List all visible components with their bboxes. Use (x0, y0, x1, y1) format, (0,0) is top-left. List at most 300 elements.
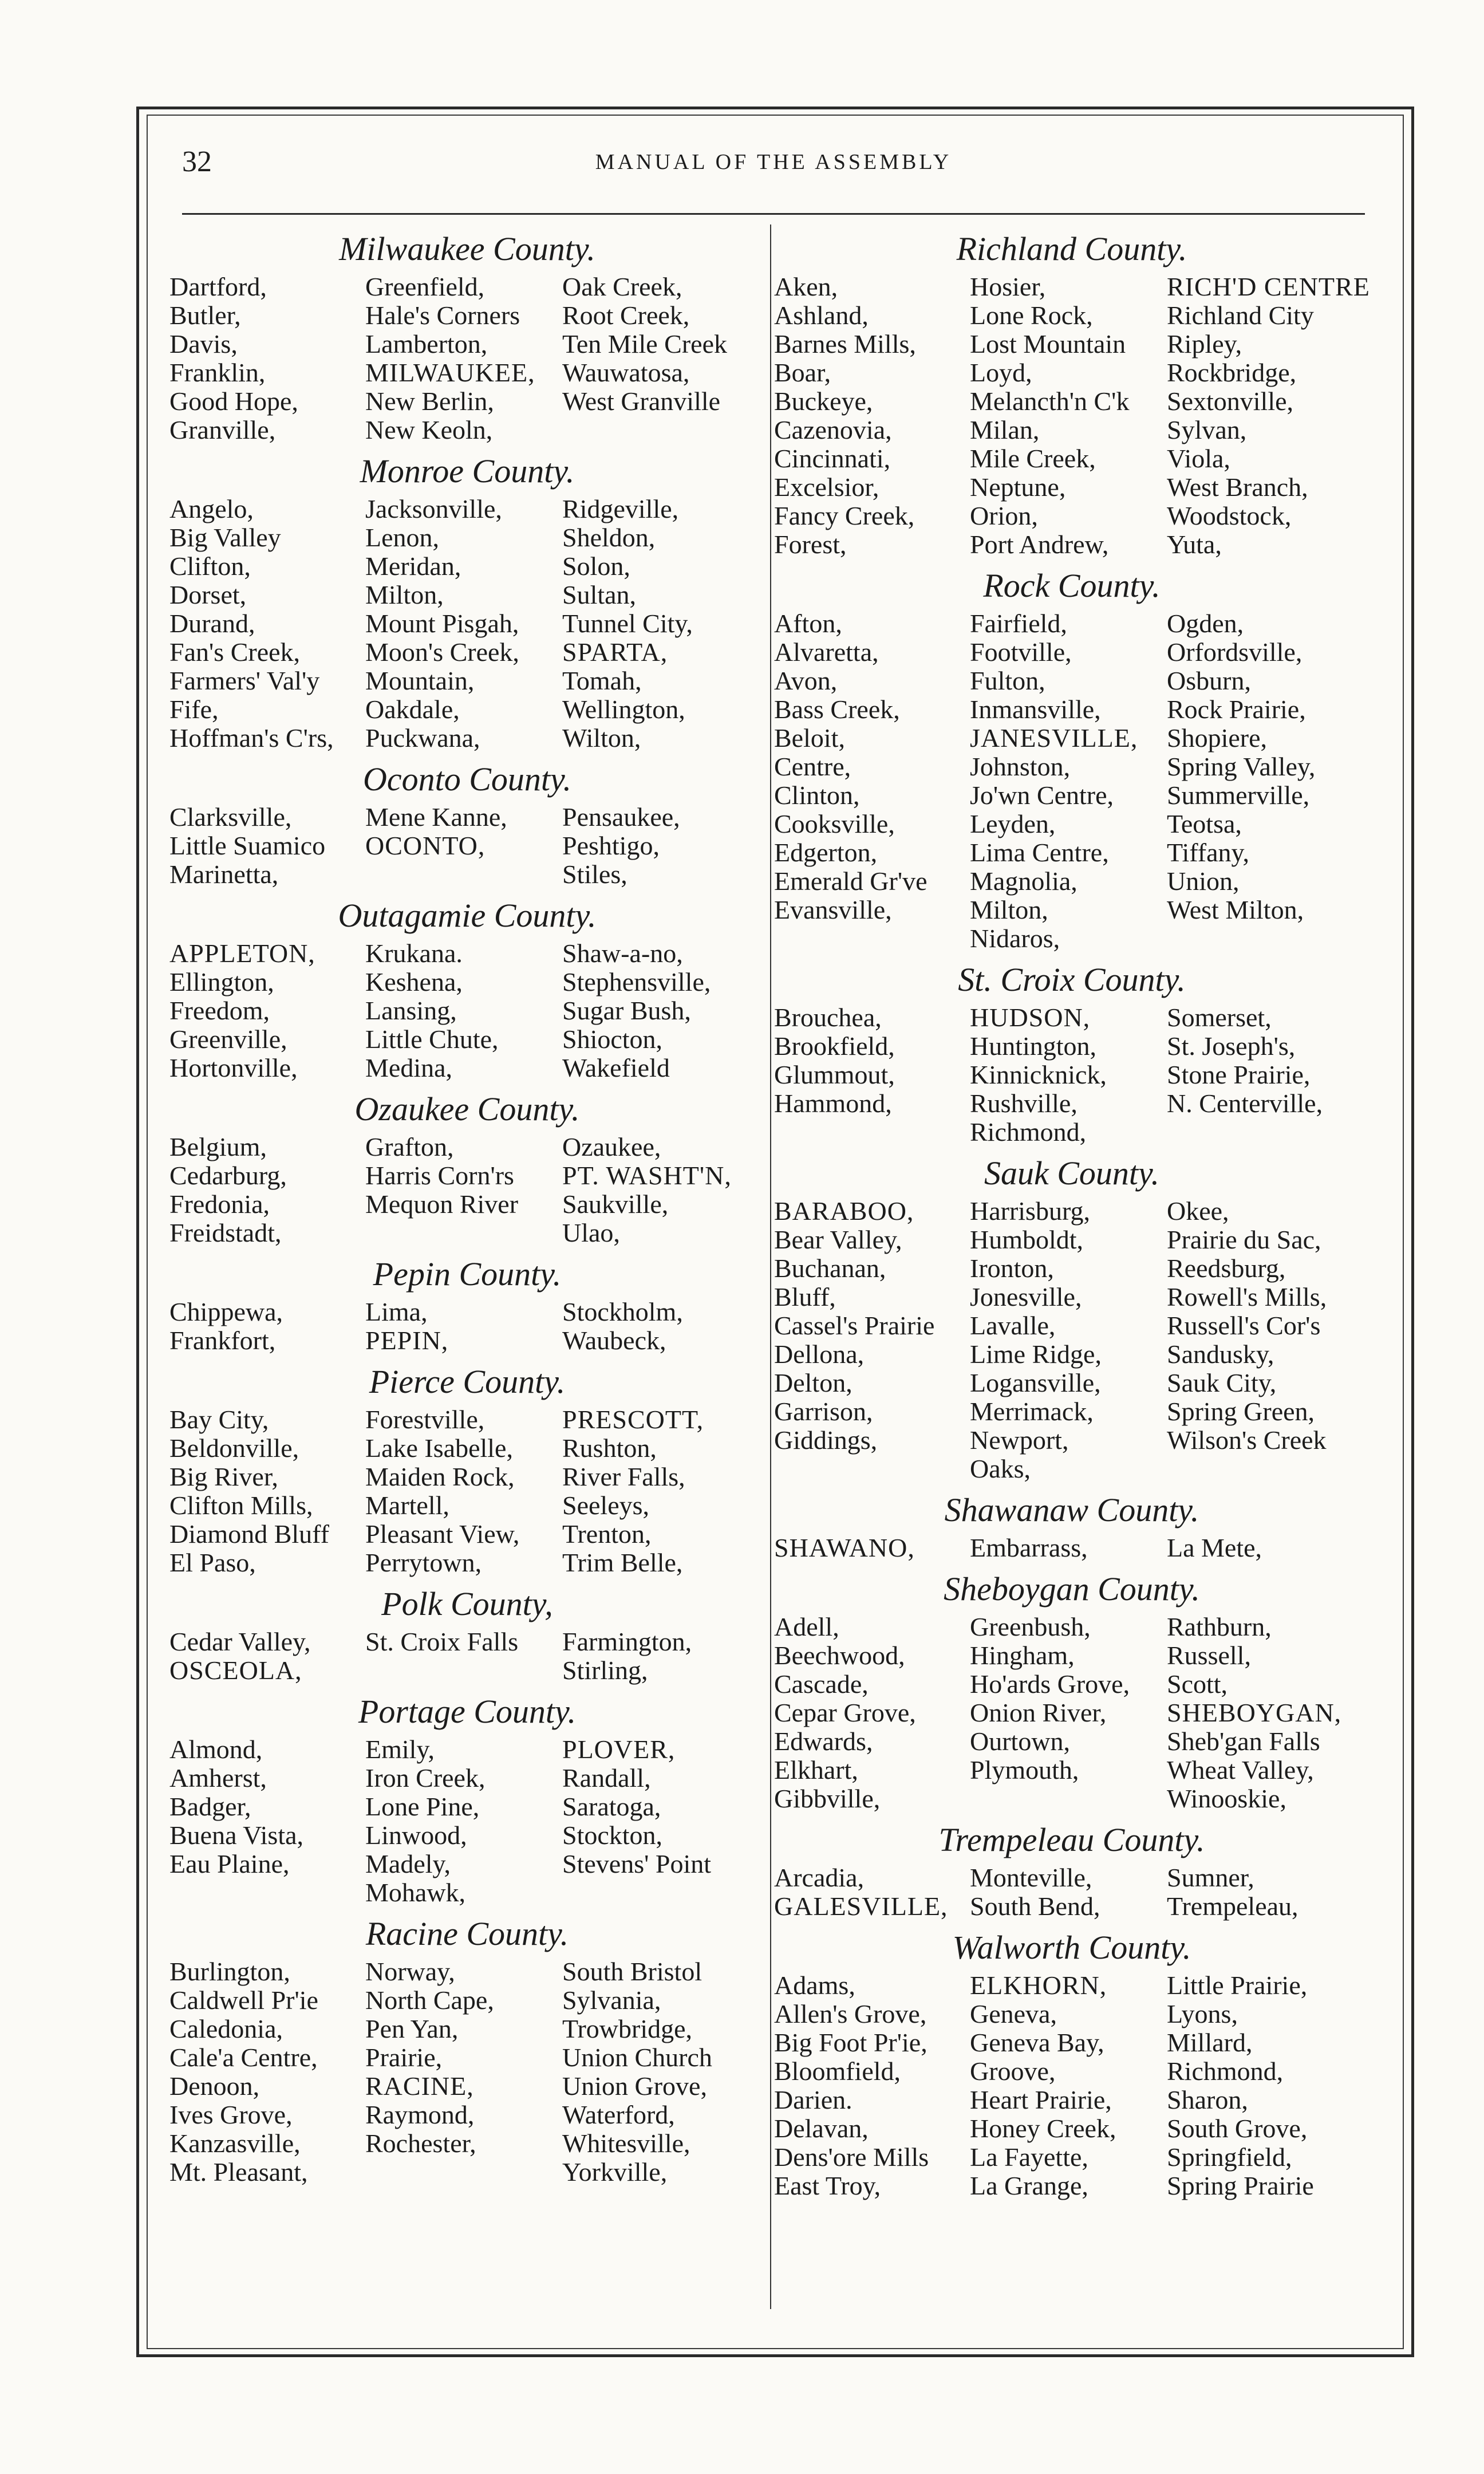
town-name: Buena Vista, (169, 1821, 304, 1850)
county-name: Milwaukee County. (339, 230, 595, 267)
county-name: Polk County, (381, 1585, 553, 1622)
town-name: ELKHORN, (970, 1971, 1107, 2000)
town-name: Hortonville, (169, 1053, 298, 1082)
town-name: Cedar Valley, (169, 1627, 311, 1656)
town-name: Maiden Rock, (365, 1462, 515, 1491)
county-name: Portage County. (358, 1693, 577, 1730)
town-name: Caledonia, (169, 2014, 283, 2043)
town-name: Rowell's Mills, (1167, 1282, 1327, 1311)
town-name: South Grove, (1167, 2114, 1308, 2143)
town-name: SHEBOYGAN, (1167, 1698, 1342, 1727)
town-name: Pleasant View, (365, 1519, 520, 1549)
town-name: Iron Creek, (365, 1763, 486, 1793)
town-list (169, 1133, 765, 1247)
town-name: Harrisburg, (970, 1196, 1090, 1226)
town-name: Somerset, (1167, 1003, 1272, 1032)
town-name: Greenville, (169, 1025, 287, 1054)
town-name: Spring Prairie (1167, 2171, 1314, 2200)
town-name: MILWAUKEE, (365, 358, 535, 387)
town-list (774, 1864, 1369, 1921)
town-name: Milton, (970, 895, 1048, 924)
town-name: Badger, (169, 1792, 251, 1821)
town-name: Puckwana, (365, 723, 480, 753)
town-name: Davis, (169, 329, 238, 359)
town-name: Kinnicknick, (970, 1060, 1107, 1089)
town-name: Lenon, (365, 523, 440, 552)
town-name: Kanzasville, (169, 2129, 301, 2158)
town-name: Edwards, (774, 1727, 873, 1756)
town-name: Winooskie, (1167, 1784, 1286, 1813)
town-list (774, 1971, 1369, 2200)
county-block (169, 897, 765, 1082)
town-name: Dorset, (169, 580, 247, 609)
town-name: Lima, (365, 1297, 428, 1326)
town-name: Embarrass, (970, 1533, 1088, 1562)
town-name: Martell, (365, 1491, 449, 1520)
town-name: St. Croix Falls (365, 1627, 519, 1656)
town-name: Rochester, (365, 2129, 476, 2158)
town-name: West Granville (562, 387, 721, 416)
town-name: Farmington, (562, 1627, 692, 1656)
county-block (774, 1821, 1369, 1921)
town-name: Sharon, (1167, 2085, 1248, 2114)
town-name: New Keoln, (365, 415, 493, 444)
town-name: Hoffman's C'rs, (169, 723, 334, 753)
town-name: Millard, (1167, 2028, 1253, 2057)
town-name: OSCEOLA, (169, 1656, 302, 1685)
town-name: New Berlin, (365, 387, 494, 416)
town-name: Big Foot Pr'ie, (774, 2028, 928, 2057)
county-name: Pierce County. (369, 1363, 566, 1400)
town-name: Mohawk, (365, 1878, 466, 1907)
town-name: Wellington, (562, 695, 685, 724)
town-name: Mequon River (365, 1189, 519, 1219)
town-list (169, 1298, 765, 1355)
town-name: Afton, (774, 609, 842, 638)
town-name: Saratoga, (562, 1792, 661, 1821)
town-name: HUDSON, (970, 1003, 1091, 1032)
town-name: Trempeleau, (1167, 1892, 1298, 1921)
town-list (774, 1613, 1369, 1813)
town-list (169, 1405, 765, 1577)
town-name: Logansville, (970, 1368, 1101, 1397)
town-name: Hosier, (970, 272, 1046, 301)
town-name: West Milton, (1167, 895, 1304, 924)
town-name: Forest, (774, 530, 847, 559)
town-name: Spring Green, (1167, 1397, 1315, 1426)
town-name: Clifton, (169, 551, 251, 581)
town-name: Marinetta, (169, 860, 279, 889)
town-name: Franklin, (169, 358, 266, 387)
town-name: Reedsburg, (1167, 1254, 1286, 1283)
town-name: Merrimack, (970, 1397, 1094, 1426)
town-name: Burlington, (169, 1957, 290, 1986)
town-name: Heart Prairie, (970, 2085, 1112, 2114)
town-name: Viola, (1167, 444, 1230, 473)
town-name: Grafton, (365, 1132, 454, 1161)
town-name: Pen Yan, (365, 2014, 459, 2043)
town-name: Fulton, (970, 666, 1045, 695)
town-name: Randall, (562, 1763, 651, 1793)
town-name: Aken, (774, 272, 838, 301)
town-name: Waubeck, (562, 1326, 666, 1355)
town-name: PT. WASHT'N, (562, 1161, 732, 1190)
town-name: West Branch, (1167, 472, 1308, 502)
town-name: Shiocton, (562, 1025, 663, 1054)
town-name: Wilson's Creek (1167, 1425, 1327, 1455)
town-name: Prairie, (365, 2043, 443, 2072)
town-name: Ogden, (1167, 609, 1244, 638)
town-name: Caldwell Pr'ie (169, 1985, 318, 2015)
town-name: Keshena, (365, 967, 463, 996)
town-name: Stevens' Point (562, 1849, 712, 1878)
town-name: Saukville, (562, 1189, 669, 1219)
town-name: Tiffany, (1167, 838, 1249, 867)
town-name: Rathburn, (1167, 1612, 1272, 1641)
town-name: Fancy Creek, (774, 501, 915, 530)
town-name: Sheb'gan Falls (1167, 1727, 1320, 1756)
town-name: Footville, (970, 637, 1072, 667)
town-name: Sauk City, (1167, 1368, 1277, 1397)
town-name: Krukana. (365, 939, 463, 968)
town-name: Ho'ards Grove, (970, 1669, 1130, 1699)
town-name: Butler, (169, 301, 241, 330)
town-name: Denoon, (169, 2071, 260, 2101)
town-name (365, 2158, 562, 2187)
town-name: Mile Creek, (970, 444, 1096, 473)
town-name: Sextonville, (1167, 387, 1294, 416)
town-name: Buchanan, (774, 1254, 886, 1283)
town-name: Mount Pisgah, (365, 609, 519, 638)
town-name: Geneva, (970, 1999, 1057, 2028)
town-name: Geneva Bay, (970, 2028, 1104, 2057)
town-name: Trim Belle, (562, 1548, 683, 1577)
town-name: Waterford, (562, 2100, 675, 2129)
town-name: Perrytown, (365, 1548, 482, 1577)
town-name: Rockbridge, (1167, 358, 1297, 387)
town-name: Tomah, (562, 666, 642, 695)
town-name: Orion, (970, 501, 1038, 530)
town-name: Buckeye, (774, 387, 873, 416)
county-block (169, 1693, 765, 1907)
town-name: Inmansville, (970, 695, 1101, 724)
town-name: Evansville, (774, 895, 892, 924)
town-name: Ripley, (1167, 329, 1242, 359)
town-name: Sumner, (1167, 1863, 1254, 1892)
town-name: Woodstock, (1167, 501, 1292, 530)
town-name: Barnes Mills, (774, 329, 916, 359)
town-name: Loyd, (970, 358, 1032, 387)
town-name: Cepar Grove, (774, 1698, 916, 1727)
town-name: Richland City (1167, 301, 1314, 330)
town-name: Centre, (774, 752, 851, 781)
town-name: Okee, (1167, 1196, 1229, 1226)
town-list (774, 1003, 1369, 1147)
town-name (169, 1878, 365, 1907)
town-name: Lyons, (1167, 1999, 1238, 2028)
town-name: Big Valley (169, 523, 281, 552)
county-block (169, 761, 765, 889)
town-name: Sheldon, (562, 523, 656, 552)
town-name: Oaks, (970, 1454, 1031, 1483)
town-name: Edgerton, (774, 838, 878, 867)
town-name: Shaw-a-no, (562, 939, 683, 968)
town-name: La Grange, (970, 2171, 1088, 2200)
town-name: PLOVER, (562, 1735, 676, 1764)
town-name: Bass Creek, (774, 695, 900, 724)
county-name: Walworth County. (952, 1929, 1191, 1966)
town-name: Teotsa, (1167, 809, 1242, 838)
town-name: Boar, (774, 358, 831, 387)
town-name: Hingham, (970, 1641, 1075, 1670)
town-list (169, 495, 765, 753)
town-name: Cedarburg, (169, 1161, 287, 1190)
town-name: Amherst, (169, 1763, 267, 1793)
town-name: Darien. (774, 2085, 852, 2114)
header-rule (182, 213, 1365, 215)
town-name: Stirling, (562, 1656, 648, 1685)
county-block (774, 1570, 1369, 1813)
town-name: Onion River, (970, 1698, 1107, 1727)
town-name: Hammond, (774, 1089, 892, 1118)
town-name: Fredonia, (169, 1189, 270, 1219)
town-name: South Bristol (562, 1957, 702, 1986)
town-name: Root Creek, (562, 301, 690, 330)
page-number: 32 (182, 145, 212, 178)
town-name: Almond, (169, 1735, 263, 1764)
town-name: Chippewa, (169, 1297, 283, 1326)
town-name: Brookfield, (774, 1031, 895, 1061)
town-name: Orfordsville, (1167, 637, 1303, 667)
town-list (169, 939, 765, 1082)
town-name: Lake Isabelle, (365, 1433, 513, 1463)
town-name: Freedom, (169, 996, 270, 1025)
town-name: Norway, (365, 1957, 455, 1986)
town-name (1167, 1455, 1369, 1483)
town-name: Belgium, (169, 1132, 267, 1161)
town-name: Nidaros, (970, 924, 1060, 953)
town-name: Port Andrew, (970, 530, 1109, 559)
page-header (182, 136, 1365, 188)
town-list (774, 1534, 1369, 1562)
town-name: SPARTA, (562, 637, 668, 667)
town-name: Huntington, (970, 1031, 1097, 1061)
town-name: Sylvania, (562, 1985, 661, 2015)
town-name: Summerville, (1167, 781, 1310, 810)
town-name: Cale'a Centre, (169, 2043, 318, 2072)
town-name: Granville, (169, 415, 276, 444)
town-name: St. Joseph's, (1167, 1031, 1296, 1061)
town-list (774, 273, 1369, 559)
town-name: Trowbridge, (562, 2014, 693, 2043)
town-name: Peshtigo, (562, 831, 660, 860)
town-name: Bear Valley, (774, 1225, 902, 1254)
town-name: Jo'wn Centre, (970, 781, 1114, 810)
town-name: Yuta, (1167, 530, 1222, 559)
town-name: Russell, (1167, 1641, 1251, 1670)
town-name: Good Hope, (169, 387, 298, 416)
town-name (562, 1878, 765, 1907)
town-name: Medina, (365, 1053, 453, 1082)
town-name: Forestville, (365, 1405, 485, 1434)
town-name: Greenfield, (365, 272, 485, 301)
town-name: Freidstadt, (169, 1218, 282, 1247)
town-name: Sultan, (562, 580, 637, 609)
town-name: Russell's Cor's (1167, 1311, 1321, 1340)
town-name: River Falls, (562, 1462, 685, 1491)
town-name: Ridgeville, (562, 494, 679, 523)
town-name: Monteville, (970, 1863, 1092, 1892)
running-title: MANUAL OF THE ASSEMBLY (595, 150, 952, 174)
town-name: Magnolia, (970, 866, 1078, 896)
county-name: Oconto County. (362, 761, 572, 798)
town-name: Dellona, (774, 1340, 865, 1369)
town-name: Farmers' Val'y (169, 666, 320, 695)
town-name (774, 924, 970, 953)
town-name: Trenton, (562, 1519, 652, 1549)
county-block (169, 452, 765, 753)
county-block (169, 1363, 765, 1577)
town-name: Little Suamico (169, 831, 326, 860)
town-name: Groove, (970, 2057, 1056, 2086)
town-name: Meridan, (365, 551, 461, 581)
town-name: Greenbush, (970, 1612, 1091, 1641)
town-name: Union, (1167, 866, 1240, 896)
town-name (774, 1455, 970, 1483)
town-name: Union Church (562, 2043, 712, 2072)
town-name: Adams, (774, 1971, 855, 2000)
town-name (365, 1219, 562, 1247)
town-name: Richmond, (970, 1117, 1087, 1147)
town-name: Mene Kanne, (365, 802, 507, 832)
town-name: Union Grove, (562, 2071, 707, 2101)
town-name: APPLETON, (169, 939, 315, 968)
town-name: Ozaukee, (562, 1132, 661, 1161)
town-name: Jacksonville, (365, 494, 502, 523)
town-name: PRESCOTT, (562, 1405, 704, 1434)
town-name: Fife, (169, 695, 219, 724)
county-name: Monroe County. (360, 452, 575, 490)
town-name: Wilton, (562, 723, 641, 753)
town-name (365, 860, 562, 889)
county-block (169, 1585, 765, 1685)
town-name: Durand, (169, 609, 255, 638)
town-name: Oak Creek, (562, 272, 682, 301)
town-name: PEPIN, (365, 1326, 449, 1355)
town-name: Melancth'n C'k (970, 387, 1130, 416)
town-name: Fairfield, (970, 609, 1067, 638)
town-name: Beechwood, (774, 1641, 905, 1670)
town-name: Seeleys, (562, 1491, 650, 1520)
town-name: Cascade, (774, 1669, 869, 1699)
town-list (774, 1197, 1369, 1483)
right-column (774, 224, 1369, 2208)
town-name: Glummout, (774, 1060, 895, 1089)
town-name: Plymouth, (970, 1755, 1079, 1784)
county-block (774, 1929, 1369, 2200)
county-block (774, 1155, 1369, 1483)
town-name (774, 1118, 970, 1147)
town-name: Brouchea, (774, 1003, 882, 1032)
town-name: Diamond Bluff (169, 1519, 329, 1549)
town-name: Springfield, (1167, 2142, 1292, 2172)
town-name: Newport, (970, 1425, 1069, 1455)
town-name: North Cape, (365, 1985, 494, 2015)
town-name: Ashland, (774, 301, 869, 330)
town-name: Cazenovia, (774, 415, 892, 444)
town-name: Cassel's Prairie (774, 1311, 935, 1340)
town-name: Richmond, (1167, 2057, 1284, 2086)
county-name: St. Croix County. (958, 961, 1186, 998)
town-name: Wheat Valley, (1167, 1755, 1314, 1784)
town-name: Scott, (1167, 1669, 1228, 1699)
town-name: Allen's Grove, (774, 1999, 927, 2028)
town-name: Stockton, (562, 1821, 663, 1850)
town-list (169, 1735, 765, 1907)
town-name: La Fayette, (970, 2142, 1088, 2172)
town-list (774, 609, 1369, 953)
town-name: Arcadia, (774, 1863, 865, 1892)
town-name: Lone Rock, (970, 301, 1093, 330)
town-name: Fan's Creek, (169, 637, 301, 667)
town-name: Bluff, (774, 1282, 836, 1311)
county-name: Sheboygan County. (944, 1570, 1200, 1608)
county-block (169, 1090, 765, 1247)
town-name: Stephensville, (562, 967, 711, 996)
town-name: Little Prairie, (1167, 1971, 1308, 2000)
column-divider (770, 224, 771, 2309)
town-name: Little Chute, (365, 1025, 499, 1054)
town-name: Big River, (169, 1462, 278, 1491)
town-name: Wakefield (562, 1053, 670, 1082)
county-block (774, 961, 1369, 1147)
town-name: Ives Grove, (169, 2100, 293, 2129)
town-name: Pensaukee, (562, 802, 680, 832)
town-name: Stone Prairie, (1167, 1060, 1311, 1089)
town-name: SHAWANO, (774, 1533, 915, 1562)
town-name: RICH'D CENTRE (1167, 272, 1370, 301)
county-block (169, 230, 765, 444)
town-name: Neptune, (970, 472, 1066, 502)
town-name: Beloit, (774, 723, 845, 753)
town-name: Lost Mountain (970, 329, 1126, 359)
county-name: Ozaukee County. (354, 1090, 580, 1128)
county-name: Richland County. (956, 230, 1187, 267)
town-name: Stockholm, (562, 1297, 683, 1326)
town-name: Frankfort, (169, 1326, 276, 1355)
town-name: Rock Prairie, (1167, 695, 1306, 724)
town-name: Clinton, (774, 781, 860, 810)
town-name: Tunnel City, (562, 609, 693, 638)
county-name: Shawanaw County. (944, 1491, 1199, 1528)
town-name: BARABOO, (774, 1196, 914, 1226)
town-name: Sylvan, (1167, 415, 1247, 444)
town-name: Sandusky, (1167, 1340, 1274, 1369)
town-name: Emerald Gr've (774, 866, 928, 896)
town-name: Ulao, (562, 1218, 620, 1247)
town-name: Bay City, (169, 1405, 269, 1434)
town-name: Adell, (774, 1612, 839, 1641)
town-name: Prairie du Sac, (1167, 1225, 1321, 1254)
town-name: Yorkville, (562, 2157, 668, 2187)
town-name: Dartford, (169, 272, 267, 301)
county-name: Pepin County. (373, 1255, 562, 1293)
town-name: Cooksville, (774, 809, 895, 838)
county-name: Outagamie County. (338, 897, 597, 934)
town-name: Jonesville, (970, 1282, 1082, 1311)
town-name: Shopiere, (1167, 723, 1268, 753)
town-list (169, 803, 765, 889)
